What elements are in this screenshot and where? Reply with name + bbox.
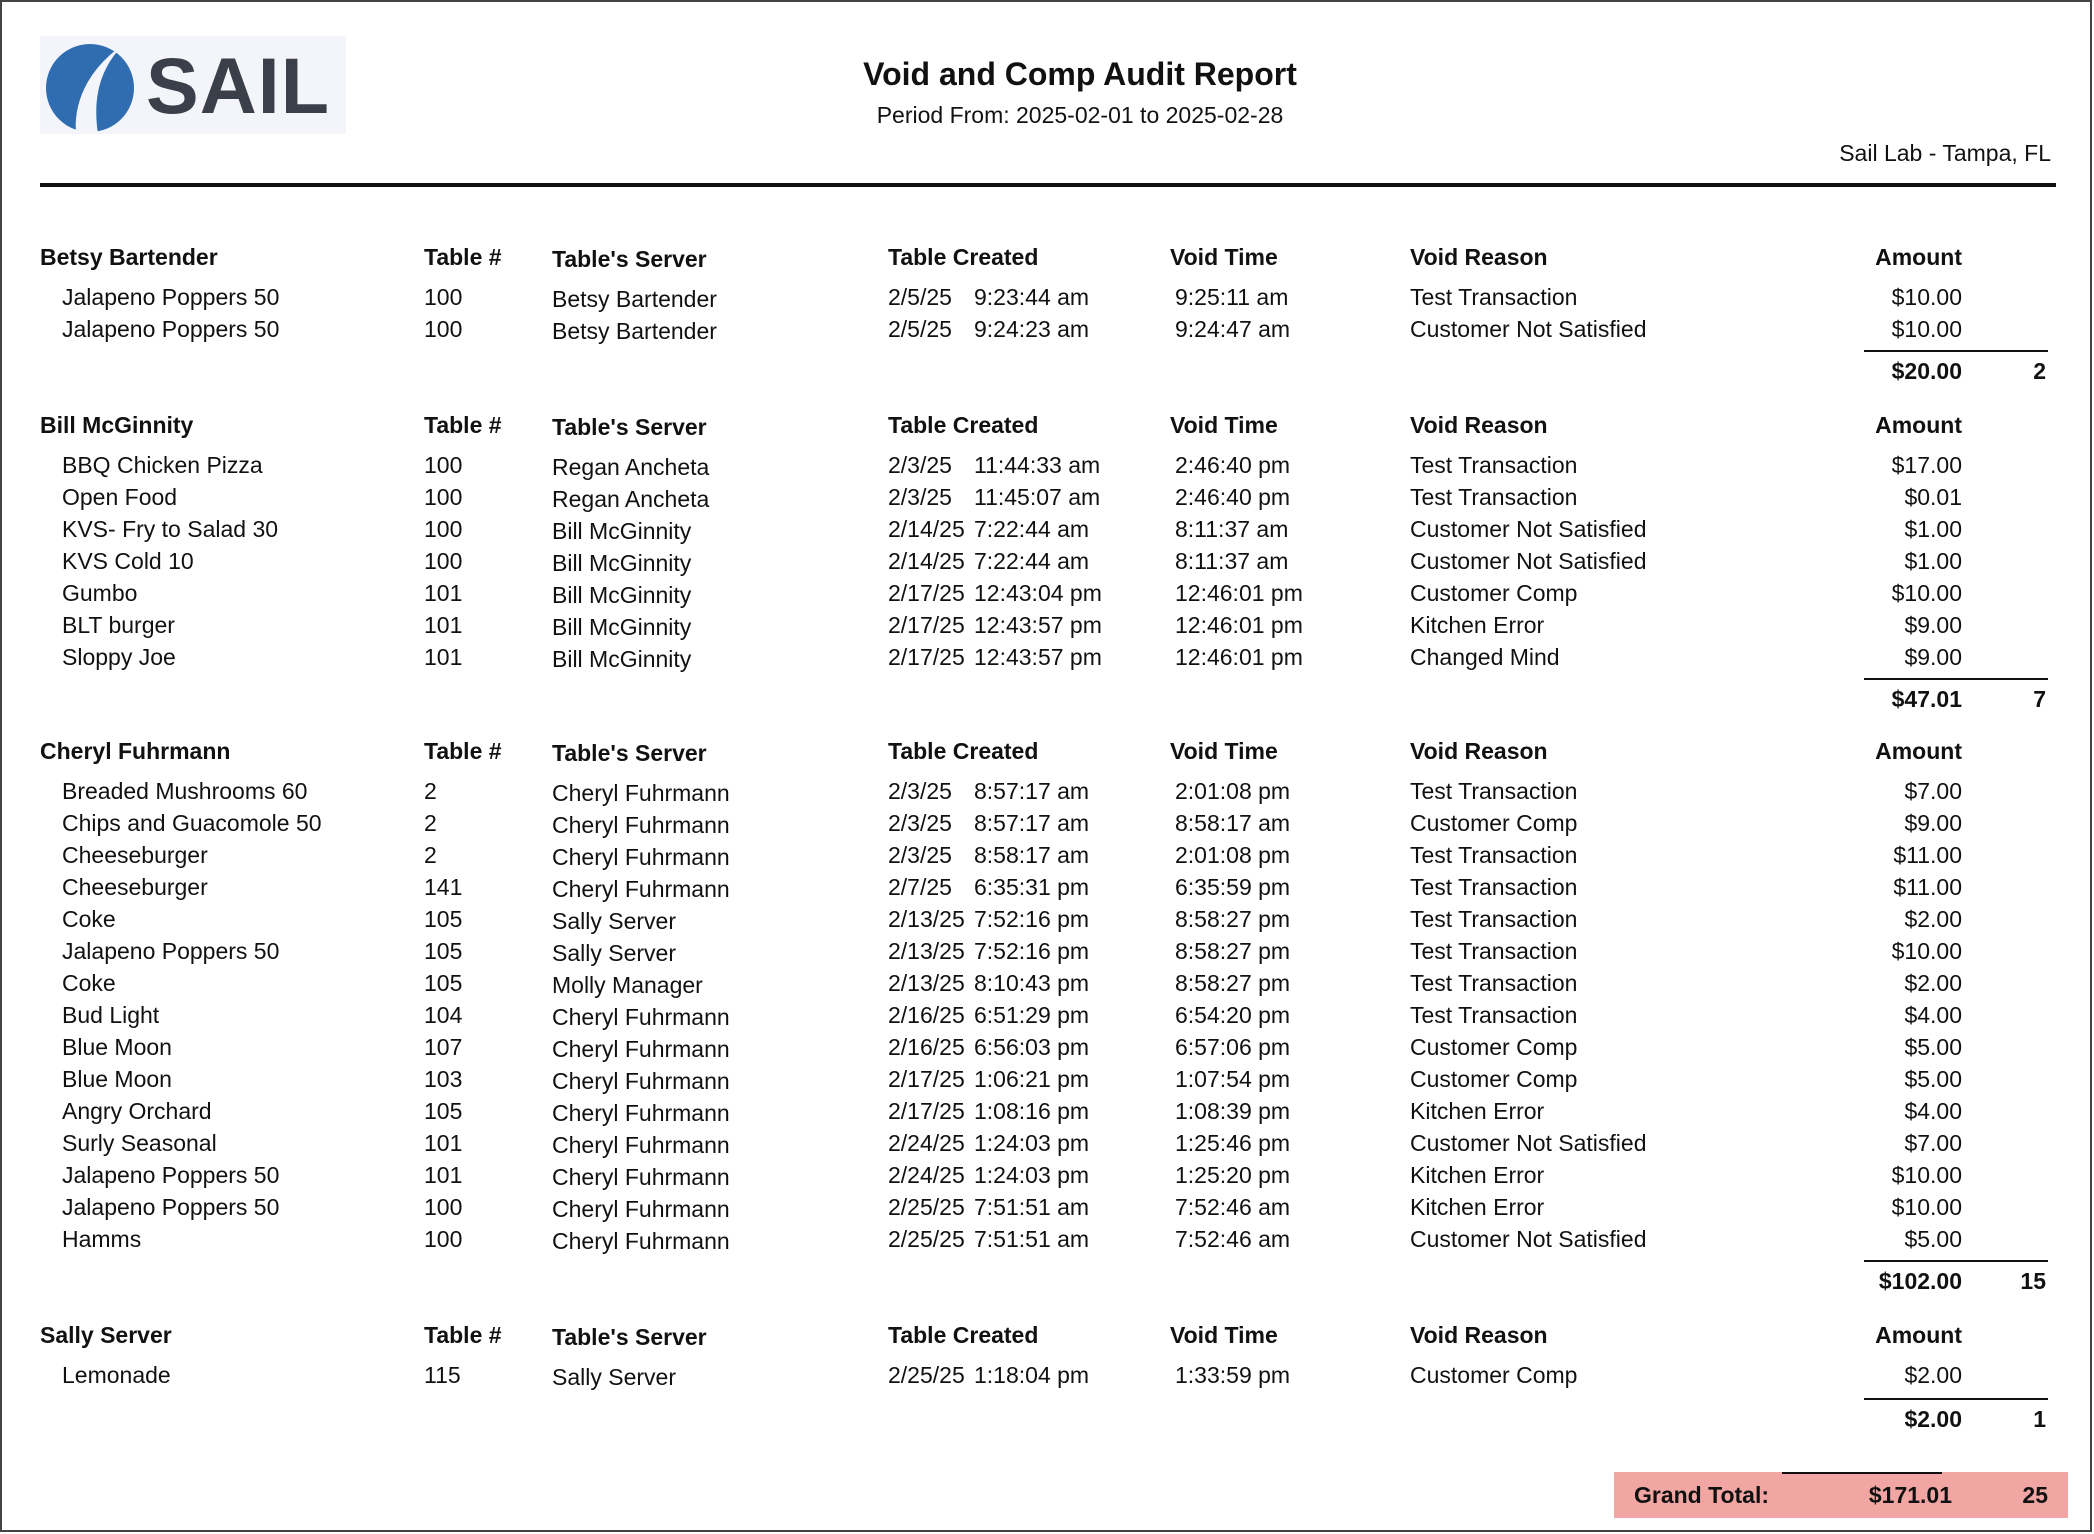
created-time: 11:44:33 am [974, 452, 1101, 478]
table-server: Bill McGinnity [552, 518, 692, 544]
item-name: Breaded Mushrooms 60 [62, 778, 308, 804]
void-amount: $1.00 [1904, 548, 1962, 574]
table-number: 2 [424, 842, 437, 868]
void-amount: $9.00 [1904, 810, 1962, 836]
col-header-void-time: Void Time [1170, 1322, 1278, 1348]
void-amount: $9.00 [1904, 644, 1962, 670]
table-number: 105 [424, 970, 463, 996]
void-amount: $1.00 [1904, 516, 1962, 542]
grand-total-label: Grand Total: [1634, 1482, 1770, 1508]
table-row [0, 644, 2094, 674]
created-time: 9:24:23 am [974, 316, 1090, 342]
col-header-server: Table's Server [552, 246, 707, 272]
created-time: 7:52:16 pm [974, 938, 1090, 964]
item-name: KVS Cold 10 [62, 548, 194, 574]
table-number: 100 [424, 452, 463, 478]
void-amount: $4.00 [1904, 1002, 1962, 1028]
void-time: 1:25:46 pm [1175, 1130, 1291, 1156]
void-reason: Test Transaction [1410, 778, 1578, 804]
table-number: 100 [424, 1194, 463, 1220]
table-server: Cheryl Fuhrmann [552, 1132, 730, 1158]
col-header-server: Table's Server [552, 414, 707, 440]
subtotal-amount: $2.00 [1904, 1406, 1962, 1432]
table-server: Cheryl Fuhrmann [552, 1004, 730, 1030]
created-time: 8:58:17 am [974, 842, 1090, 868]
employee-name: Betsy Bartender [40, 244, 218, 270]
table-row [0, 612, 2094, 642]
group-subtotal [0, 358, 2094, 388]
table-number: 100 [424, 484, 463, 510]
group-subtotal [0, 1406, 2094, 1436]
subtotal-amount: $47.01 [1891, 686, 1962, 712]
table-server: Cheryl Fuhrmann [552, 1196, 730, 1222]
table-row [0, 1226, 2094, 1256]
void-time: 6:54:20 pm [1175, 1002, 1291, 1028]
created-time: 1:24:03 pm [974, 1130, 1090, 1156]
created-time: 8:57:17 am [974, 778, 1090, 804]
report-title: Void and Comp Audit Report [863, 56, 1297, 92]
col-header-reason: Void Reason [1410, 412, 1548, 438]
void-reason: Customer Comp [1410, 1066, 1578, 1092]
void-amount: $5.00 [1904, 1034, 1962, 1060]
table-server: Betsy Bartender [552, 286, 717, 312]
void-time: 9:24:47 am [1175, 316, 1291, 342]
created-date: 2/5/25 [888, 284, 952, 310]
void-reason: Customer Comp [1410, 580, 1578, 606]
table-row [0, 810, 2094, 840]
created-date: 2/5/25 [888, 316, 952, 342]
table-server: Cheryl Fuhrmann [552, 1100, 730, 1126]
col-header-server: Table's Server [552, 1324, 707, 1350]
created-time: 1:18:04 pm [974, 1362, 1090, 1388]
created-time: 12:43:04 pm [974, 580, 1102, 606]
created-time: 1:06:21 pm [974, 1066, 1090, 1092]
created-date: 2/14/25 [888, 516, 965, 542]
col-header-reason: Void Reason [1410, 244, 1548, 270]
grand-total-rule [1782, 1472, 1942, 1474]
created-date: 2/17/25 [888, 580, 965, 606]
item-name: Cheeseburger [62, 842, 208, 868]
col-header-amount: Amount [1875, 738, 1962, 764]
item-name: KVS- Fry to Salad 30 [62, 516, 279, 542]
table-row [0, 452, 2094, 482]
grand-total-bar [1614, 1472, 2068, 1518]
col-header-server: Table's Server [552, 740, 707, 766]
created-date: 2/3/25 [888, 778, 952, 804]
table-server: Sally Server [552, 908, 676, 934]
table-server: Cheryl Fuhrmann [552, 1036, 730, 1062]
table-row [0, 548, 2094, 578]
void-amount: $0.01 [1904, 484, 1962, 510]
group-subtotal [0, 1268, 2094, 1298]
table-row [0, 970, 2094, 1000]
void-reason: Test Transaction [1410, 938, 1578, 964]
created-date: 2/13/25 [888, 938, 965, 964]
created-time: 6:51:29 pm [974, 1002, 1090, 1028]
created-date: 2/17/25 [888, 1066, 965, 1092]
created-time: 12:43:57 pm [974, 612, 1102, 638]
created-date: 2/17/25 [888, 612, 965, 638]
void-reason: Customer Not Satisfied [1410, 316, 1647, 342]
table-row [0, 874, 2094, 904]
table-number: 141 [424, 874, 463, 900]
table-number: 115 [424, 1362, 461, 1388]
table-server: Cheryl Fuhrmann [552, 844, 730, 870]
void-amount: $11.00 [1893, 874, 1962, 900]
created-date: 2/14/25 [888, 548, 965, 574]
col-header-created: Table Created [888, 244, 1039, 270]
void-amount: $2.00 [1904, 970, 1962, 996]
col-header-void-time: Void Time [1170, 244, 1278, 270]
void-reason: Customer Not Satisfied [1410, 1226, 1647, 1252]
item-name: Angry Orchard [62, 1098, 212, 1124]
table-row [0, 1194, 2094, 1224]
void-time: 1:33:59 pm [1175, 1362, 1291, 1388]
created-time: 11:45:07 am [974, 484, 1101, 510]
void-reason: Test Transaction [1410, 906, 1578, 932]
void-reason: Kitchen Error [1410, 1162, 1545, 1188]
col-header-created: Table Created [888, 738, 1039, 764]
void-reason: Test Transaction [1410, 452, 1578, 478]
created-date: 2/13/25 [888, 970, 965, 996]
void-time: 12:46:01 pm [1175, 612, 1303, 638]
table-row [0, 778, 2094, 808]
table-server: Molly Manager [552, 972, 703, 998]
item-name: Chips and Guacomole 50 [62, 810, 322, 836]
item-name: Blue Moon [62, 1034, 172, 1060]
table-server: Cheryl Fuhrmann [552, 876, 730, 902]
col-header-reason: Void Reason [1410, 738, 1548, 764]
col-header-table: Table # [424, 412, 502, 438]
created-time: 6:35:31 pm [974, 874, 1090, 900]
created-date: 2/17/25 [888, 644, 965, 670]
col-header-table: Table # [424, 1322, 502, 1348]
void-time: 8:58:27 pm [1175, 938, 1291, 964]
created-date: 2/24/25 [888, 1162, 965, 1188]
item-name: BLT burger [62, 612, 175, 638]
created-date: 2/24/25 [888, 1130, 965, 1156]
report-location: Sail Lab - Tampa, FL [1839, 140, 2051, 166]
table-number: 100 [424, 548, 463, 574]
void-amount: $11.00 [1893, 842, 1962, 868]
created-date: 2/3/25 [888, 484, 952, 510]
header-divider [40, 183, 2056, 187]
table-number: 105 [424, 906, 463, 932]
table-server: Cheryl Fuhrmann [552, 812, 730, 838]
group-header [0, 1322, 2094, 1352]
item-name: Lemonade [62, 1362, 171, 1388]
group-subtotal [0, 686, 2094, 716]
subtotal-count: 7 [2033, 686, 2046, 712]
table-server: Regan Ancheta [552, 486, 710, 512]
table-number: 101 [424, 1162, 463, 1188]
table-row [0, 842, 2094, 872]
created-date: 2/16/25 [888, 1002, 965, 1028]
table-number: 105 [424, 938, 463, 964]
table-number: 100 [424, 284, 463, 310]
item-name: Jalapeno Poppers 50 [62, 1194, 280, 1220]
void-reason: Test Transaction [1410, 284, 1578, 310]
table-row [0, 516, 2094, 546]
void-reason: Test Transaction [1410, 1002, 1578, 1028]
report-period: Period From: 2025-02-01 to 2025-02-28 [876, 102, 1284, 128]
table-number: 2 [424, 778, 437, 804]
void-reason: Test Transaction [1410, 484, 1578, 510]
void-amount: $5.00 [1904, 1226, 1962, 1252]
table-row [0, 284, 2094, 314]
void-time: 6:57:06 pm [1175, 1034, 1291, 1060]
void-amount: $10.00 [1891, 316, 1962, 342]
subtotal-rule [1864, 678, 2048, 680]
void-amount: $2.00 [1904, 1362, 1962, 1388]
created-date: 2/7/25 [888, 874, 952, 900]
void-reason: Changed Mind [1410, 644, 1560, 670]
table-server: Regan Ancheta [552, 454, 710, 480]
created-date: 2/17/25 [888, 1098, 965, 1124]
void-reason: Customer Not Satisfied [1410, 516, 1647, 542]
created-date: 2/13/25 [888, 906, 965, 932]
void-reason: Customer Comp [1410, 1362, 1578, 1388]
table-row [0, 906, 2094, 936]
void-time: 2:46:40 pm [1175, 452, 1291, 478]
col-header-void-time: Void Time [1170, 412, 1278, 438]
item-name: Bud Light [62, 1002, 160, 1028]
table-row [0, 1130, 2094, 1160]
table-row [0, 1362, 2094, 1392]
col-header-reason: Void Reason [1410, 1322, 1548, 1348]
employee-name: Cheryl Fuhrmann [40, 738, 231, 764]
created-date: 2/3/25 [888, 810, 952, 836]
subtotal-amount: $20.00 [1891, 358, 1962, 384]
created-time: 7:22:44 am [974, 516, 1090, 542]
table-server: Cheryl Fuhrmann [552, 1068, 730, 1094]
void-time: 12:46:01 pm [1175, 580, 1303, 606]
table-server: Bill McGinnity [552, 550, 692, 576]
void-reason: Kitchen Error [1410, 1194, 1545, 1220]
col-header-amount: Amount [1875, 1322, 1962, 1348]
group-header [0, 738, 2094, 768]
created-time: 8:10:43 pm [974, 970, 1090, 996]
void-amount: $9.00 [1904, 612, 1962, 638]
void-time: 1:07:54 pm [1175, 1066, 1291, 1092]
void-reason: Kitchen Error [1410, 612, 1545, 638]
created-time: 7:52:16 pm [974, 906, 1090, 932]
subtotal-rule [1864, 1398, 2048, 1400]
item-name: Jalapeno Poppers 50 [62, 1162, 280, 1188]
col-header-table: Table # [424, 738, 502, 764]
void-reason: Customer Comp [1410, 810, 1578, 836]
created-date: 2/3/25 [888, 452, 952, 478]
subtotal-count: 15 [2020, 1268, 2046, 1294]
created-date: 2/25/25 [888, 1226, 965, 1252]
void-reason: Customer Not Satisfied [1410, 548, 1647, 574]
table-server: Cheryl Fuhrmann [552, 1228, 730, 1254]
table-row [0, 1098, 2094, 1128]
table-number: 105 [424, 1098, 463, 1124]
created-time: 1:08:16 pm [974, 1098, 1090, 1124]
created-time: 7:51:51 am [974, 1194, 1090, 1220]
item-name: Cheeseburger [62, 874, 208, 900]
void-time: 8:11:37 am [1175, 516, 1289, 542]
table-number: 100 [424, 516, 463, 542]
item-name: Jalapeno Poppers 50 [62, 316, 280, 342]
item-name: BBQ Chicken Pizza [62, 452, 263, 478]
col-header-created: Table Created [888, 412, 1039, 438]
void-reason: Test Transaction [1410, 842, 1578, 868]
item-name: Surly Seasonal [62, 1130, 217, 1156]
void-amount: $2.00 [1904, 906, 1962, 932]
employee-name: Sally Server [40, 1322, 172, 1348]
item-name: Coke [62, 970, 116, 996]
subtotal-amount: $102.00 [1878, 1268, 1962, 1294]
table-number: 107 [424, 1034, 463, 1060]
subtotal-count: 1 [2033, 1406, 2046, 1432]
grand-total-count: 25 [2022, 1482, 2048, 1508]
void-reason: Test Transaction [1410, 970, 1578, 996]
table-number: 100 [424, 316, 463, 342]
void-reason: Customer Not Satisfied [1410, 1130, 1647, 1156]
table-number: 101 [424, 612, 463, 638]
table-number: 100 [424, 1226, 463, 1252]
table-row [0, 1034, 2094, 1064]
item-name: Jalapeno Poppers 50 [62, 938, 280, 964]
grand-total-amount: $171.01 [1868, 1482, 1952, 1508]
void-amount: $7.00 [1904, 1130, 1962, 1156]
table-number: 2 [424, 810, 437, 836]
created-time: 12:43:57 pm [974, 644, 1102, 670]
col-header-amount: Amount [1875, 412, 1962, 438]
logo-wordmark: SAIL [146, 40, 330, 130]
created-time: 7:51:51 am [974, 1226, 1090, 1252]
table-number: 101 [424, 580, 463, 606]
created-date: 2/25/25 [888, 1362, 965, 1388]
void-time: 2:46:40 pm [1175, 484, 1291, 510]
created-time: 8:57:17 am [974, 810, 1090, 836]
void-time: 7:52:46 am [1175, 1226, 1291, 1252]
created-time: 7:22:44 am [974, 548, 1090, 574]
item-name: Jalapeno Poppers 50 [62, 284, 280, 310]
table-server: Cheryl Fuhrmann [552, 780, 730, 806]
subtotal-rule [1864, 1260, 2048, 1262]
group-header [0, 244, 2094, 274]
item-name: Sloppy Joe [62, 644, 176, 670]
void-reason: Test Transaction [1410, 874, 1578, 900]
item-name: Coke [62, 906, 116, 932]
created-time: 9:23:44 am [974, 284, 1090, 310]
table-row [0, 484, 2094, 514]
void-time: 8:58:17 am [1175, 810, 1291, 836]
void-reason: Customer Comp [1410, 1034, 1578, 1060]
table-number: 104 [424, 1002, 463, 1028]
void-amount: $4.00 [1904, 1098, 1962, 1124]
table-number: 103 [424, 1066, 463, 1092]
void-time: 8:11:37 am [1175, 548, 1289, 574]
table-row [0, 1162, 2094, 1192]
void-time: 1:25:20 pm [1175, 1162, 1291, 1188]
table-number: 101 [424, 644, 463, 670]
void-amount: $5.00 [1904, 1066, 1962, 1092]
void-amount: $10.00 [1891, 1194, 1962, 1220]
col-header-created: Table Created [888, 1322, 1039, 1348]
sail-logo-icon [40, 36, 140, 134]
table-row [0, 938, 2094, 968]
void-time: 9:25:11 am [1175, 284, 1289, 310]
void-amount: $10.00 [1891, 1162, 1962, 1188]
subtotal-count: 2 [2033, 358, 2046, 384]
table-row [0, 316, 2094, 346]
void-time: 7:52:46 am [1175, 1194, 1291, 1220]
item-name: Open Food [62, 484, 178, 510]
item-name: Gumbo [62, 580, 138, 606]
created-time: 6:56:03 pm [974, 1034, 1090, 1060]
void-amount: $10.00 [1891, 284, 1962, 310]
void-time: 1:08:39 pm [1175, 1098, 1291, 1124]
void-amount: $7.00 [1904, 778, 1962, 804]
void-reason: Kitchen Error [1410, 1098, 1545, 1124]
created-date: 2/3/25 [888, 842, 952, 868]
employee-name: Bill McGinnity [40, 412, 194, 438]
item-name: Hamms [62, 1226, 142, 1252]
table-server: Bill McGinnity [552, 646, 692, 672]
void-time: 8:58:27 pm [1175, 906, 1291, 932]
col-header-void-time: Void Time [1170, 738, 1278, 764]
void-time: 2:01:08 pm [1175, 778, 1291, 804]
table-server: Bill McGinnity [552, 614, 692, 640]
table-row [0, 1002, 2094, 1032]
void-time: 12:46:01 pm [1175, 644, 1303, 670]
sail-logo [40, 36, 346, 134]
subtotal-rule [1864, 350, 2048, 352]
created-date: 2/25/25 [888, 1194, 965, 1220]
item-name: Blue Moon [62, 1066, 172, 1092]
created-time: 1:24:03 pm [974, 1162, 1090, 1188]
void-time: 8:58:27 pm [1175, 970, 1291, 996]
table-server: Betsy Bartender [552, 318, 717, 344]
void-time: 2:01:08 pm [1175, 842, 1291, 868]
table-server: Sally Server [552, 1364, 676, 1390]
table-server: Cheryl Fuhrmann [552, 1164, 730, 1190]
table-row [0, 580, 2094, 610]
void-amount: $10.00 [1891, 938, 1962, 964]
col-header-table: Table # [424, 244, 502, 270]
table-server: Bill McGinnity [552, 582, 692, 608]
void-time: 6:35:59 pm [1175, 874, 1291, 900]
created-date: 2/16/25 [888, 1034, 965, 1060]
void-amount: $10.00 [1891, 580, 1962, 606]
void-amount: $17.00 [1891, 452, 1962, 478]
table-server: Sally Server [552, 940, 676, 966]
col-header-amount: Amount [1875, 244, 1962, 270]
group-header [0, 412, 2094, 442]
table-number: 101 [424, 1130, 463, 1156]
table-row [0, 1066, 2094, 1096]
